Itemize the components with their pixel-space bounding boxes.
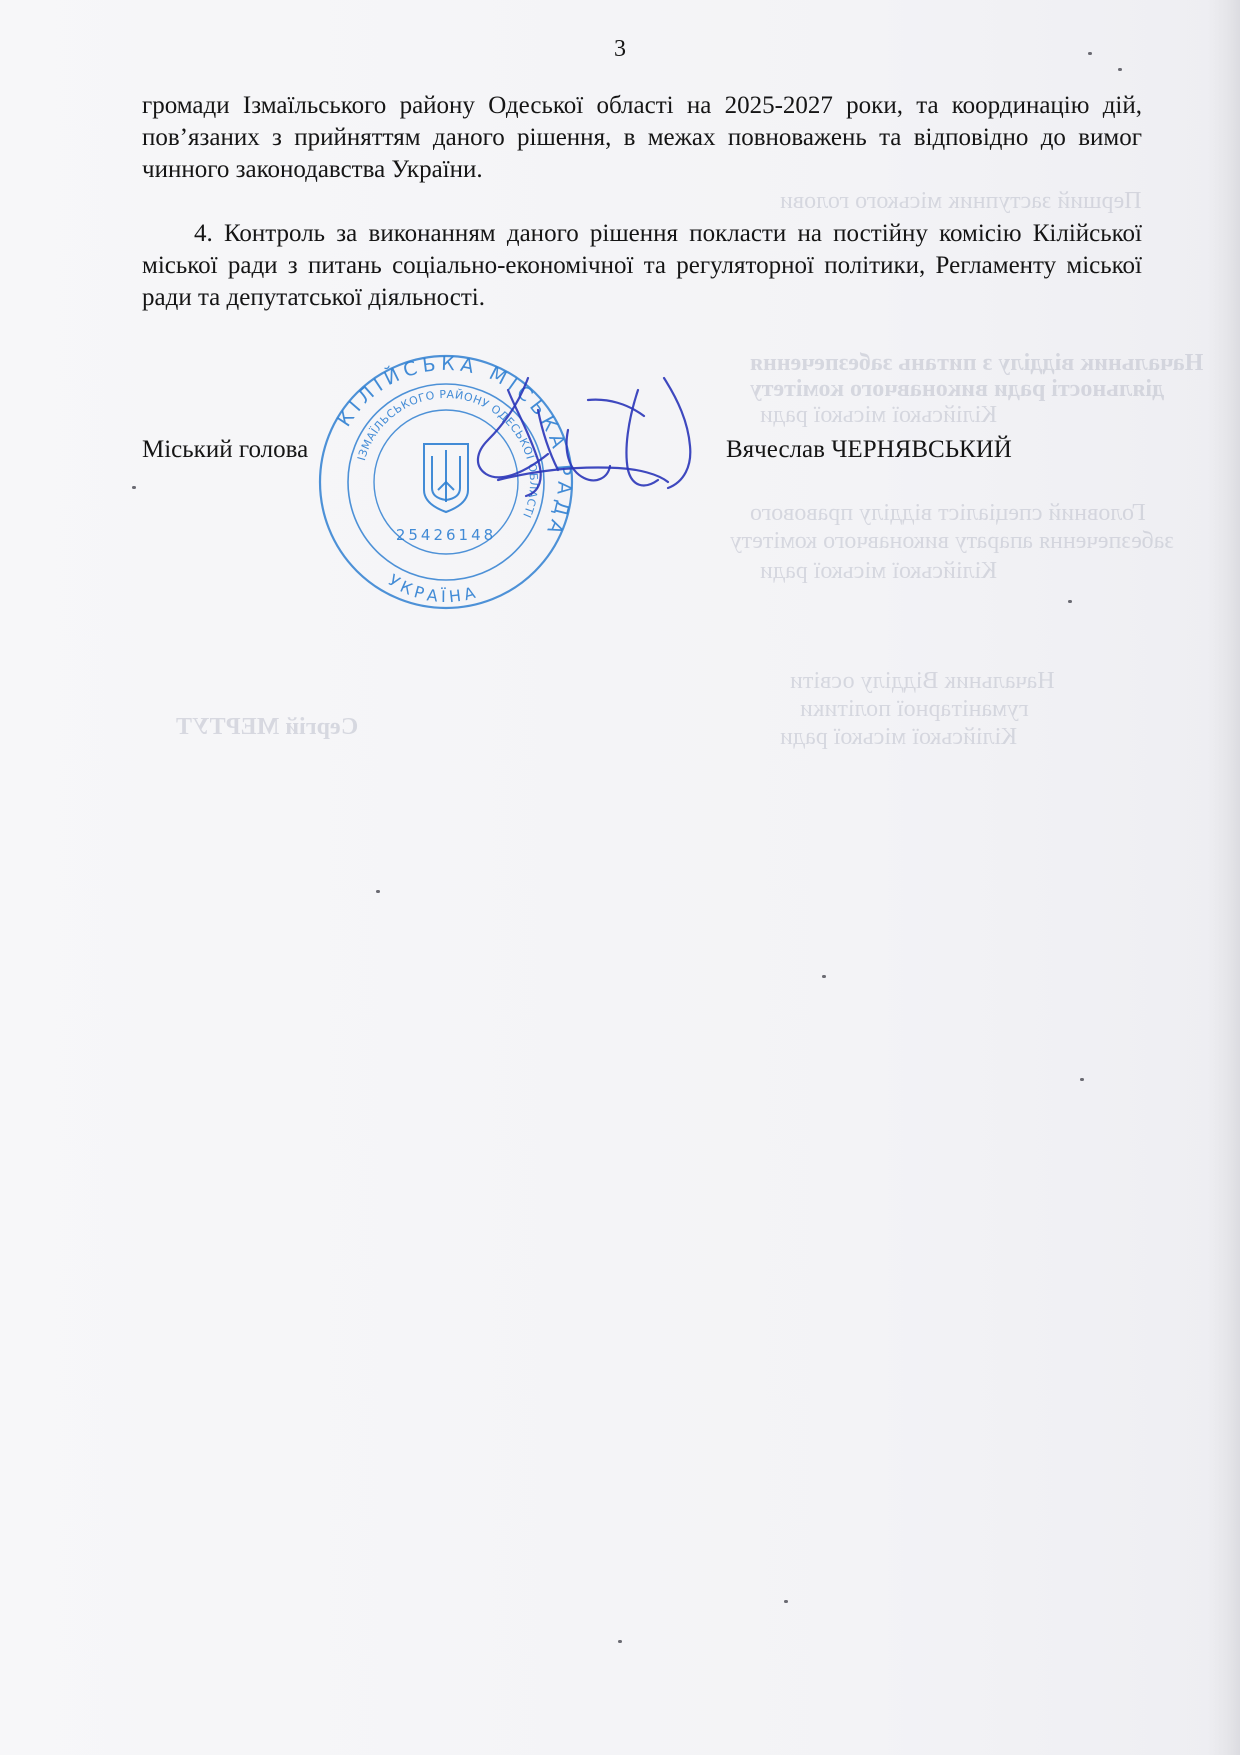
bleed-line: забезпечення апарату виконавчого комітету: [730, 528, 1174, 554]
bleed-line: Кілійської міської ради: [760, 402, 998, 428]
scan-speck: [618, 1640, 622, 1643]
paragraph-control-clause: 4. Контроль за виконанням даного рішення покласти на постійну комісію Кілійської міської ради з питань соціально-економічної та регуляторної політики, Регламенту міської ради та депутатської діяльності.: [142, 220, 1142, 311]
page-edge-shadow: [1206, 0, 1240, 1755]
stamp-code: 25426148: [395, 526, 497, 544]
bleed-line: Сергій МЕРТУТ: [176, 714, 359, 740]
svg-text:УКРАЇНА: [385, 570, 481, 606]
bleed-line: Головний спеціаліст відділу правового: [750, 500, 1146, 526]
stamp-outer-text: КІЛІЙСЬКА МІСЬКА РАДА: [333, 352, 576, 542]
scan-speck: [132, 486, 136, 489]
trident-icon: [424, 444, 468, 512]
scan-speck: [784, 1600, 788, 1603]
stamp-country: УКРАЇНА: [385, 570, 482, 607]
scan-speck: [1080, 1078, 1084, 1081]
bleed-line: Кілійської міської ради: [760, 558, 998, 584]
bleed-line: діяльності ради виконавчого комітету: [750, 376, 1165, 402]
signatory-title: Міський голова: [142, 436, 309, 463]
signatory-name: Вячеслав ЧЕРНЯВСЬКИЙ: [726, 436, 1012, 463]
scan-speck: [376, 890, 380, 893]
bleed-line: Кілійської міської ради: [780, 724, 1018, 750]
bleed-line: Начальник відділу з питань забезпечення: [750, 350, 1204, 376]
bleed-line: Начальник Відділу освіти: [790, 668, 1055, 694]
bleed-line: гуманітарної політики: [800, 696, 1029, 722]
scan-speck: [1088, 52, 1092, 55]
paragraph-continuation: громади Ізмаїльського району Одеської області на 2025-2027 роки, та координацію дій, пов’язаних з прийняттям даного рішення, в межах повноважень та відповідно до вимог чинного законодавства України.: [142, 92, 1142, 183]
page-number: 3: [614, 36, 626, 62]
stamp-inner-text: ІЗМАЇЛЬСЬКОГО РАЙОНУ ОДЕСЬКОЇ ОБЛАСТІ: [354, 387, 541, 520]
handwritten-signature: [468, 370, 728, 520]
scan-speck: [1118, 68, 1122, 71]
scan-speck: [1068, 600, 1072, 603]
bleed-line: Перший заступник міського голови: [780, 188, 1142, 214]
scan-speck: [822, 975, 826, 978]
